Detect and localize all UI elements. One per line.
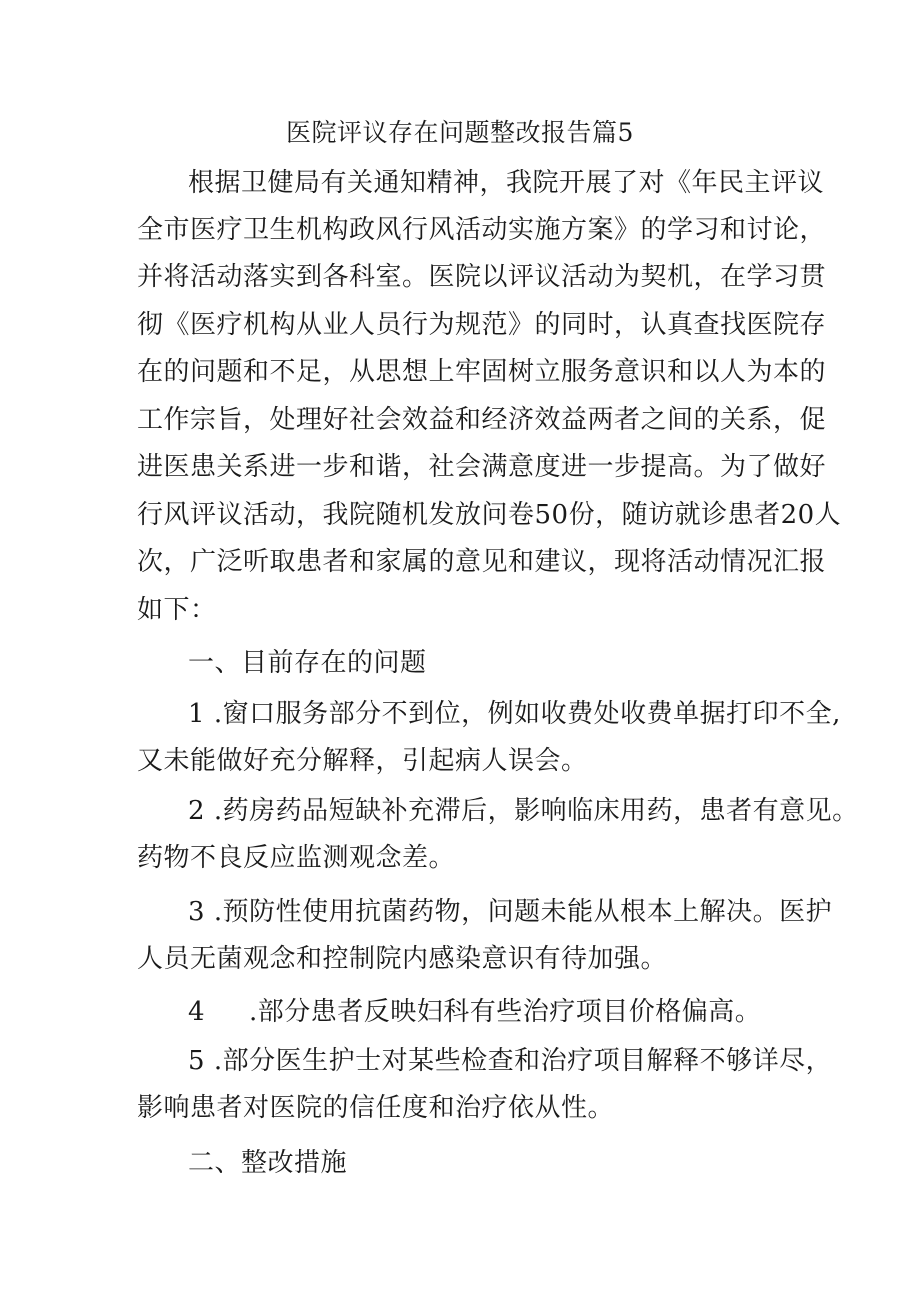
- intro-line-8: 行风评议活动，我院随机发放问卷50份，随访就诊患者20人: [137, 500, 842, 530]
- item-number: 2: [188, 796, 206, 826]
- item-number: 1: [188, 699, 206, 729]
- intro-line-3: 并将活动落实到各科室。医院以评议活动为契机，在学习贯: [137, 262, 827, 292]
- intro-line-2: 全市医疗卫生机构政风行风活动实施方案》的学习和讨论，: [137, 215, 827, 245]
- item-text: .窗口服务部分不到位，例如收费处收费单据打印不全,: [213, 699, 841, 729]
- list-item-5-cont: 影响患者对医院的信任度和治疗依从性。: [137, 1093, 615, 1123]
- list-item-3: [188, 894, 832, 930]
- section-heading-problems: 一、目前存在的问题: [188, 648, 427, 678]
- item-text: .部分医生护士对某些检查和治疗项目解释不够详尽，: [213, 1046, 833, 1076]
- list-item-1-cont: 又未能做好充分解释，引起病人误会。: [137, 746, 588, 776]
- intro-line-5: 在的问题和不足，从思想上牢固树立服务意识和以人为本的: [137, 357, 827, 387]
- item-text: .药房药品短缺补充滞后，影响临床用药，患者有意见。: [213, 796, 859, 826]
- list-item-5: [188, 1043, 832, 1079]
- intro-line-6: 工作宗旨，处理好社会效益和经济效益两者之间的关系，促: [137, 405, 827, 435]
- list-item-2: [188, 793, 859, 829]
- list-item-2-cont: 药物不良反应监测观念差。: [137, 843, 456, 873]
- list-item-3-cont: 人员无菌观念和控制院内感染意识有待加强。: [137, 944, 668, 974]
- item-number: 4: [188, 997, 206, 1027]
- item-number: 5: [188, 1046, 206, 1076]
- document-title: 医院评议存在问题整改报告篇5: [286, 118, 634, 147]
- list-item-4: [188, 994, 761, 1030]
- item-number: 3: [188, 897, 206, 927]
- intro-line-9: 次，广泛听取患者和家属的意见和建议，现将活动情况汇报: [137, 547, 827, 577]
- intro-line-10: 如下：: [137, 595, 217, 625]
- item-text: .预防性使用抗菌药物，问题未能从根本上解决。医护: [213, 897, 833, 927]
- section-heading-measures: 二、整改措施: [188, 1148, 348, 1178]
- item-text: .部分患者反映妇科有些治疗项目价格偏高。: [249, 997, 762, 1027]
- list-item-1: [188, 696, 841, 732]
- intro-line-4: 彻《医疗机构从业人员行为规范》的同时，认真查找医院存: [137, 310, 827, 340]
- intro-line-1: 根据卫健局有关通知精神，我院开展了对《年民主评议: [188, 168, 825, 198]
- intro-line-7: 进医患关系进一步和谐，社会满意度进一步提高。为了做好: [137, 452, 827, 482]
